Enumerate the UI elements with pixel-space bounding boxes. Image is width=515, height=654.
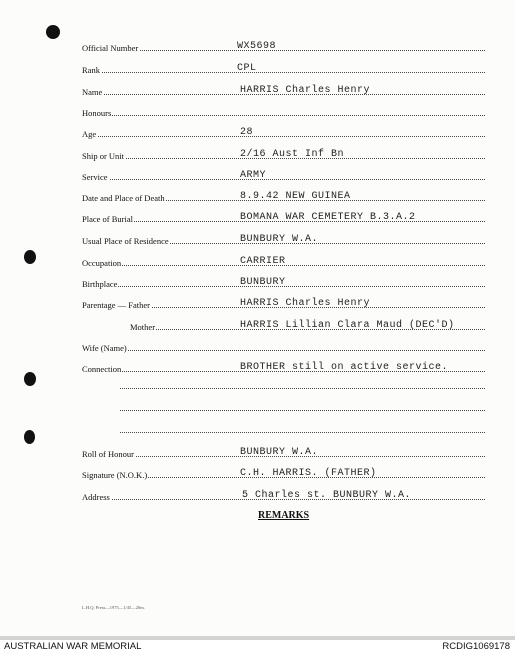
- field-value: BUNBURY W.A.: [240, 447, 319, 458]
- field-value: 2/16 Aust Inf Bn: [240, 149, 345, 160]
- dotted-line: [82, 50, 485, 51]
- field-signature-nok: [82, 466, 485, 480]
- field-age: [82, 125, 485, 139]
- field-label: Place of Burial: [82, 214, 133, 224]
- field-label: Rank: [82, 65, 100, 75]
- field-label: Wife (Name): [82, 343, 127, 353]
- field-value: CARRIER: [240, 256, 286, 267]
- field-label: Signature (N.O.K.): [82, 470, 148, 480]
- field-label: Address: [82, 492, 110, 502]
- punch-hole: [46, 25, 60, 39]
- field-value: BUNBURY W.A.: [240, 234, 319, 245]
- field-value: ARMY: [240, 170, 267, 181]
- field-value: HARRIS Charles Henry: [240, 298, 371, 309]
- field-parentage-mother: [82, 318, 485, 332]
- dotted-line: [82, 350, 485, 351]
- footer-source: AUSTRALIAN WAR MEMORIAL: [4, 641, 142, 652]
- continuation-line: [120, 388, 485, 389]
- field-place-of-burial: [82, 210, 485, 224]
- dotted-line: [82, 115, 485, 116]
- field-value: HARRIS Lillian Clara Maud (DEC'D): [240, 320, 455, 331]
- field-label: Parentage — Father: [82, 300, 150, 310]
- field-value: BUNBURY: [240, 277, 286, 288]
- field-label: Date and Place of Death: [82, 193, 165, 203]
- field-label: Roll of Honour: [82, 449, 134, 459]
- field-value: 28: [240, 127, 254, 138]
- field-label: Birthplace: [82, 279, 118, 289]
- footer-id: RCDIG1069178: [442, 641, 510, 652]
- punch-hole: [24, 372, 36, 386]
- field-rank: [82, 61, 485, 75]
- field-value: BOMANA WAR CEMETERY B.3.A.2: [240, 212, 416, 223]
- continuation-line: [120, 432, 485, 433]
- field-label: Name: [82, 87, 103, 97]
- field-occupation: [82, 254, 485, 268]
- field-roll-of-honour: [82, 445, 485, 459]
- field-parentage-father: [82, 296, 485, 310]
- field-label: Ship or Unit: [82, 151, 125, 161]
- punch-hole: [24, 250, 36, 264]
- field-usual-residence: [82, 232, 485, 246]
- field-connection: [82, 360, 485, 374]
- dotted-line: [82, 72, 485, 73]
- field-value: WX5698: [237, 41, 277, 52]
- field-label: Official Number: [82, 43, 139, 53]
- field-value: HARRIS Charles Henry: [240, 85, 371, 96]
- field-value: C.H. HARRIS. (FATHER): [240, 468, 377, 479]
- printer-imprint: L.H.Q. Press—1975—1/45—20m.: [82, 605, 145, 610]
- field-honours: [82, 104, 485, 118]
- field-value: 8.9.42 NEW GUINEA: [240, 191, 351, 202]
- field-label: Service: [82, 172, 108, 182]
- field-ship-or-unit: [82, 147, 485, 161]
- dotted-line: [82, 179, 485, 180]
- field-value: 5 Charles st. BUNBURY W.A.: [242, 490, 412, 501]
- field-value: BROTHER still on active service.: [240, 362, 449, 373]
- continuation-line: [120, 410, 485, 411]
- field-label: Connection: [82, 364, 122, 374]
- field-wife-name: [82, 339, 485, 353]
- field-address: [82, 488, 485, 502]
- dotted-line: [82, 136, 485, 137]
- field-birthplace: [82, 275, 485, 289]
- field-value: CPL: [237, 63, 257, 74]
- punch-hole: [24, 430, 35, 444]
- field-date-place-of-death: [82, 189, 485, 203]
- field-label: Mother: [130, 322, 156, 332]
- field-service: [82, 168, 485, 182]
- field-name: [82, 83, 485, 97]
- field-label: Occupation: [82, 258, 122, 268]
- field-official-number: [82, 39, 485, 53]
- field-label: Age: [82, 129, 97, 139]
- remarks-heading: REMARKS: [258, 510, 310, 521]
- field-label: Honours: [82, 108, 112, 118]
- field-label: Usual Place of Residence: [82, 236, 169, 246]
